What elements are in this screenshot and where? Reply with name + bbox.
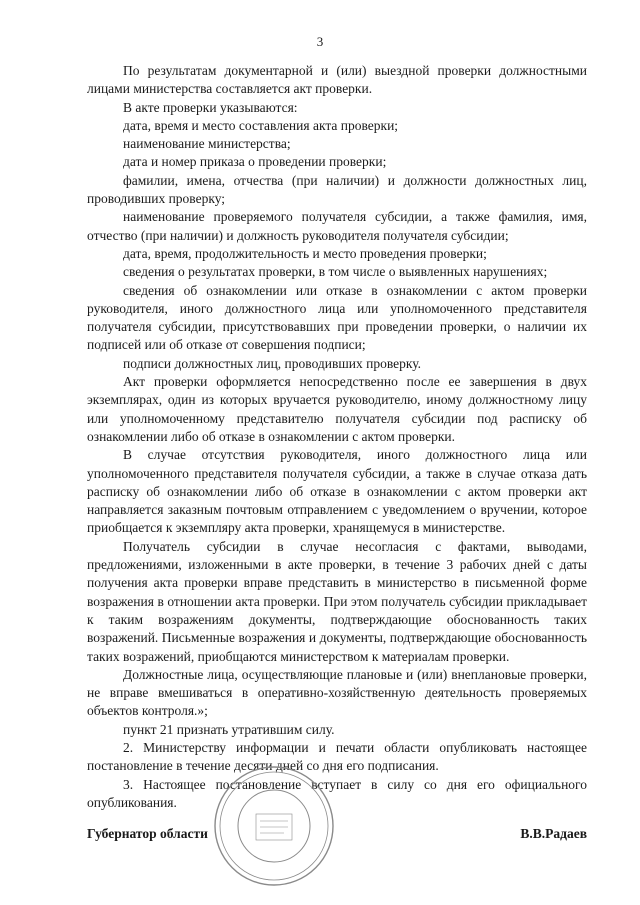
paragraph: 3. Настоящее постановление вступает в силу со дня его официального опубликования. [87,776,587,810]
paragraph: наименование проверяемого получателя субсидии, а также фамилия, имя, отчество (при наличии) и должность руководителя получателя субсидии; [87,209,587,243]
paragraph: наименование министерства; [123,136,291,152]
page-number: 3 [316,34,324,49]
paragraph: По результатам документарной и (или) выездной проверки должностными лицами министерства составляется акт проверки. [87,63,587,97]
paragraph: Получатель субсидии в случае несогласия с фактами, выводами, предложениями, изложенными в акте проверки, в течение 3 рабочих дней с даты получения акта проверки вправе представить в министерство в письменной форме возражения в отношении акта проверки. При этом получатель субсидии прикладывает к таким возражениям документы, подтверждающие обоснованность таких возражений. Письменные возражения и документы, подтверждающие обоснованность таких возражений, приобщаются министерством к материалам проверки. [87,538,587,664]
paragraph: сведения об ознакомлении или отказе в ознакомлении с актом проверки руководителя, иного должностного лица или уполномоченного представителя получателя субсидии, присутствовавших при проведении проверки, о наличии их подписей или об отказе от совершения подписи; [87,282,587,353]
paragraph: В случае отсутствия руководителя, иного должностного лица или уполномоченного представителя получателя субсидии, а также в случае отказа дать расписку об ознакомлении либо об отказе в ознакомлении с актом проверки акт направляется заказным почтовым отправлением с уведомлением о вручении, которое приобщается к экземпляру акта проверки, хранящемуся в министерстве. [87,447,587,536]
paragraph: В акте проверки указываются: [123,99,298,115]
paragraph: Должностные лица, осуществляющие плановые и (или) внеплановые проверки, не вправе вмешиваться в оперативно-хозяйственную деятельность проверяемых объектов контроля.»; [87,666,587,719]
paragraph: дата, время, продолжительность и место проведения проверки; [123,245,487,261]
paragraph: подписи должностных лиц, проводивших проверку. [123,355,422,371]
signatory-title: Губернатор области [87,826,208,841]
paragraph: 2. Министерству информации и печати области опубликовать настоящее постановление в течение десяти дней со дня его подписания. [87,739,587,774]
official-seal [212,764,336,888]
paragraph: сведения о результатах проверки, в том числе о выявленных нарушениях; [123,264,548,280]
paragraph: Акт проверки оформляется непосредственно после ее завершения в двух экземплярах, один из которых вручается руководителю, иному должностному лицу или уполномоченному представителю получателя субсидии под расписку об ознакомлении либо об отказе в ознакомлении с актом проверки. [87,374,587,444]
document-body [87,62,587,812]
paragraph: дата и номер приказа о проведении проверки; [123,154,387,170]
paragraph: фамилии, имена, отчества (при наличии) и должности должностных лиц, проводивших проверку; [87,172,587,207]
signatory-name: В.В.Радаев [520,826,587,841]
paragraph: пункт 21 признать утратившим силу. [123,721,335,737]
paragraph: дата, время и место составления акта проверки; [123,117,399,133]
